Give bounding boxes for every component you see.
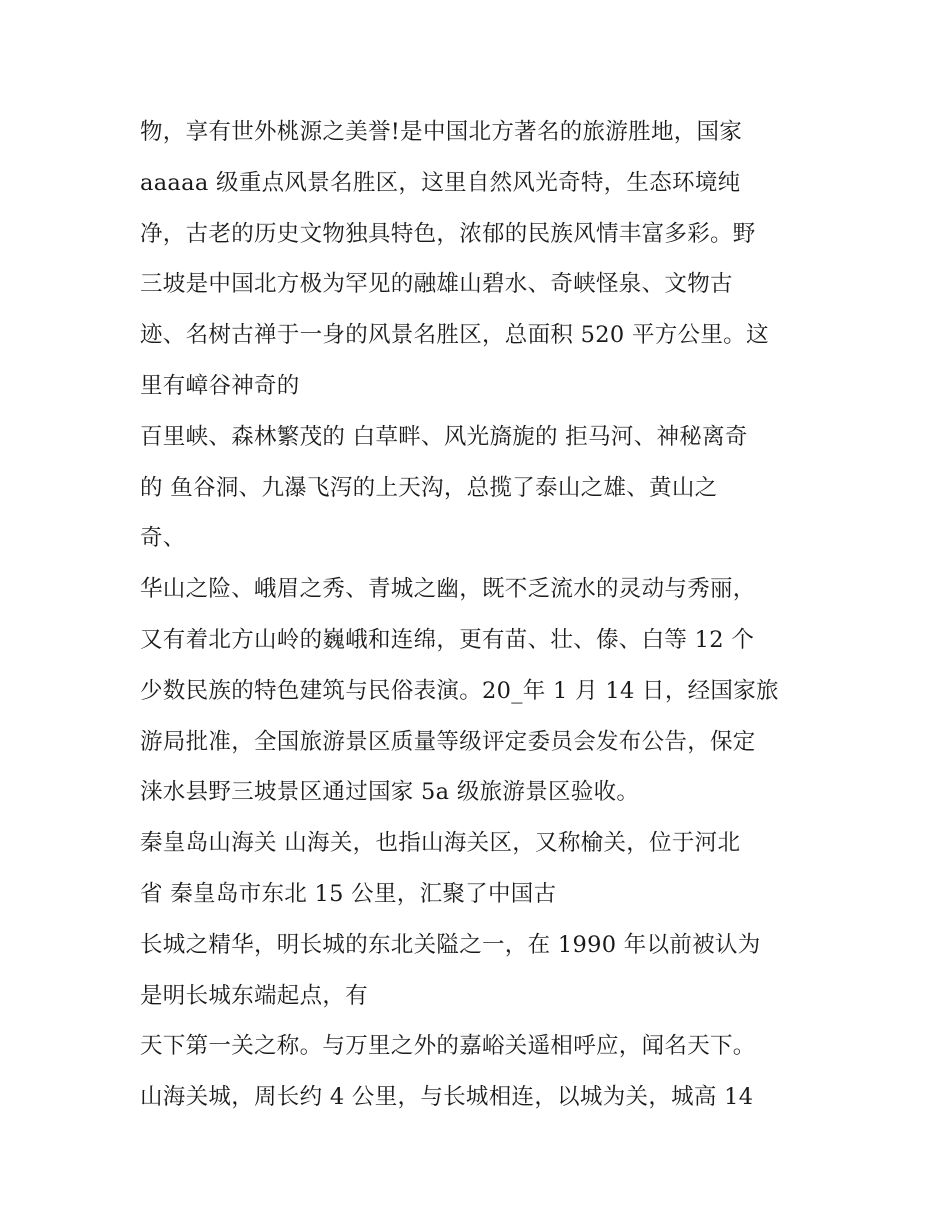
text-line: 是明长城东端起点，有 [140, 982, 369, 1009]
text-line: 奇、 [140, 525, 186, 552]
text-line: 天下第一关之称。与万里之外的嘉峪关遥相呼应，闻名天下。 [140, 1033, 756, 1060]
text-line: 少数民族的特色建筑与民俗表演。20_年 1 月 14 日，经国家旅 [140, 677, 779, 704]
text-line: 百里峡、森林繁茂的 白草畔、风光旖旎的 拒马河、神秘离奇 [140, 423, 748, 450]
text-line: 里有嶂谷神奇的 [140, 372, 300, 399]
text-line: 迹、名树古禅于一身的风景名胜区，总面积 520 平方公里。这 [140, 322, 769, 349]
text-line: 的 鱼谷洞、九瀑飞泻的上天沟，总揽了泰山之雄、黄山之 [140, 474, 718, 501]
text-line: 山海关城，周长约 4 公里，与长城相连，以城为关，城高 14 [140, 1084, 754, 1111]
text-line: 三坡是中国北方极为罕见的融雄山碧水、奇峡怪泉、文物古 [140, 271, 733, 298]
text-line: 秦皇岛山海关 山海关，也指山海关区，又称榆关，位于河北 [140, 830, 741, 857]
body-text [140, 107, 830, 1123]
text-line: 长城之精华，明长城的东北关隘之一，在 1990 年以前被认为 [140, 931, 761, 958]
text-line: 又有着北方山岭的巍峨和连绵，更有苗、壮、傣、白等 12 个 [140, 626, 755, 653]
text-line: 游局批准，全国旅游景区质量等级评定委员会发布公告，保定 [140, 728, 756, 755]
text-line: 物，享有世外桃源之美誉!是中国北方著名的旅游胜地，国家 [140, 119, 743, 145]
text-line: 涞水县野三坡景区通过国家 5a 级旅游景区验收。 [140, 779, 640, 806]
text-line: 净，古老的历史文物独具特色，浓郁的民族风情丰富多彩。野 [140, 220, 756, 247]
text-line: aaaaa 级重点风景名胜区，这里自然风光奇特，生态环境纯 [140, 169, 741, 196]
text-line: 华山之险、峨眉之秀、青城之幽，既不乏流水的灵动与秀丽， [140, 576, 756, 603]
text-line: 省 秦皇岛市东北 15 公里，汇聚了中国古 [140, 880, 557, 907]
